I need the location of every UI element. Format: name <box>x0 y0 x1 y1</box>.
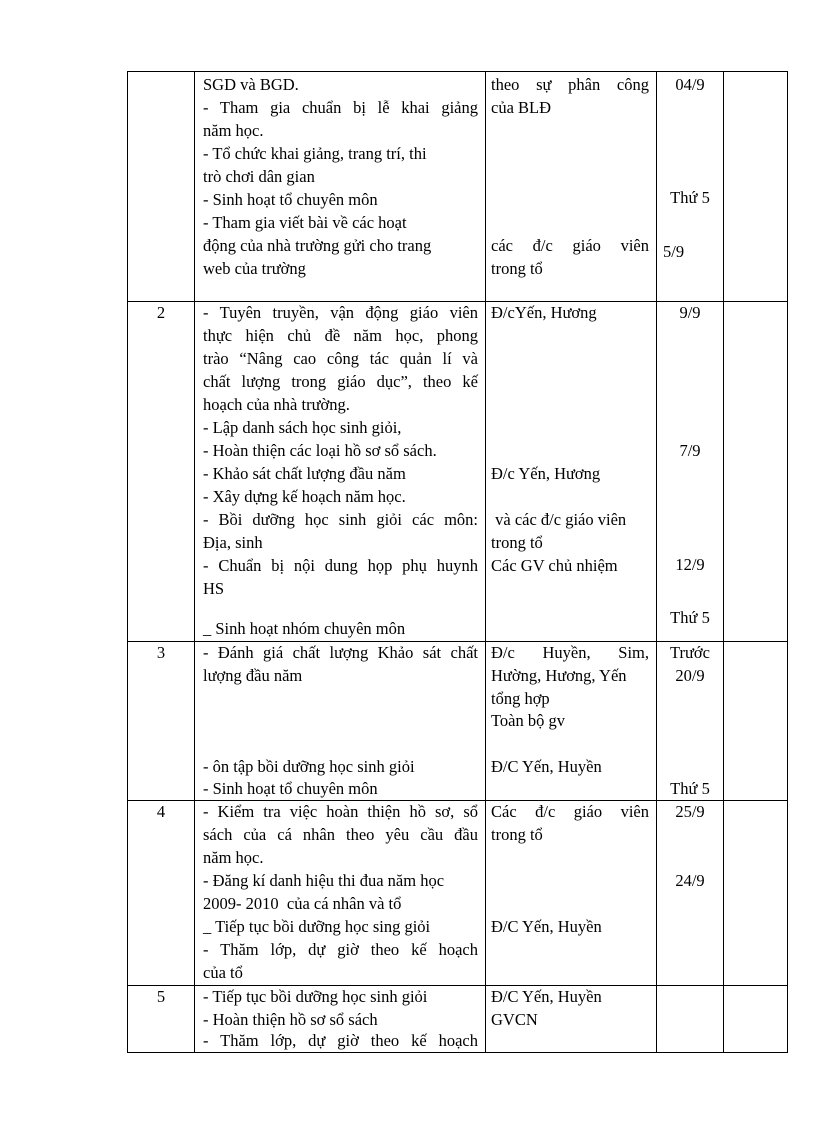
column-divider <box>723 72 724 1052</box>
person-line: GVCN <box>491 1010 538 1029</box>
person-line: trong tổ <box>491 533 543 552</box>
time-cell: 7/9 <box>679 441 701 460</box>
person-line: theo sự phân công <box>491 75 649 94</box>
content-line: - Đăng kí danh hiệu thi đua năm học <box>203 871 445 890</box>
content-line: - Bồi dưỡng học sinh giỏi các môn: <box>203 510 478 529</box>
content-line: web của trường <box>203 259 306 278</box>
person-line: và các đ/c giáo viên <box>491 510 627 529</box>
content-line: - Khảo sát chất lượng đầu năm <box>203 464 406 483</box>
time-cell: 24/9 <box>675 871 705 890</box>
content-line: - Kiểm tra việc hoàn thiện hồ sơ, sổ <box>203 802 478 821</box>
content-line: năm học. <box>203 848 264 867</box>
person-line: Toàn bộ gv <box>491 711 566 730</box>
person-line: các đ/c giáo viên <box>491 236 649 255</box>
time-cell: Thứ 5 <box>670 779 710 798</box>
content-line: - ôn tập bồi dưỡng học sinh giỏi <box>203 757 415 776</box>
schedule-table <box>127 71 788 1053</box>
time-cell: 12/9 <box>675 555 705 574</box>
time-cell: Trước <box>670 643 710 662</box>
content-line: - Sinh hoạt tổ chuyên môn <box>203 779 378 798</box>
person-line: trong tổ <box>491 825 543 844</box>
person-line: Hường, Hương, Yến <box>491 666 627 685</box>
person-line: Các GV chủ nhiệm <box>491 556 618 575</box>
time-cell: 20/9 <box>675 666 705 685</box>
content-line: - Hoàn thiện hồ sơ sổ sách <box>203 1010 378 1029</box>
person-line: tổng hợp <box>491 689 550 708</box>
content-line: Địa, sinh <box>203 533 263 552</box>
content-line: _ Sinh hoạt nhóm chuyên môn <box>203 619 406 638</box>
time-cell: Thứ 5 <box>670 608 710 627</box>
column-divider <box>194 72 195 1052</box>
person-line: Đ/C Yến, Huyền <box>491 757 602 776</box>
time-cell: 04/9 <box>675 75 705 94</box>
content-line: - Chuẩn bị nội dung họp phụ huynh <box>203 556 478 575</box>
content-line: - Tham gia chuẩn bị lễ khai giảng <box>203 98 478 117</box>
person-line: Các đ/c giáo viên <box>491 802 649 821</box>
content-line: hoạch của nhà trường. <box>203 395 350 414</box>
content-line: - Tổ chức khai giảng, trang trí, thi <box>203 144 427 163</box>
content-line: trò chơi dân gian <box>203 167 315 186</box>
content-line: chất lượng trong giáo dục”, theo kế <box>203 372 478 391</box>
person-line: Đ/c Yến, Hương <box>491 464 601 483</box>
content-line: - Lập danh sách học sinh giỏi, <box>203 418 402 437</box>
content-line: trào “Nâng cao công tác quản lí và <box>203 349 478 368</box>
content-line: - Đánh giá chất lượng Khảo sát chất <box>203 643 478 662</box>
content-line: của tổ <box>203 963 243 982</box>
content-line: - Tiếp tục bồi dưỡng học sinh giỏi <box>203 987 428 1006</box>
content-line: 2009- 2010 của cá nhân và tổ <box>203 894 402 913</box>
content-line: - Hoàn thiện các loại hồ sơ sổ sách. <box>203 441 437 460</box>
person-line: Đ/c Huyền, Sim, <box>491 643 649 662</box>
week-number: 3 <box>156 643 166 662</box>
column-divider <box>485 72 486 1052</box>
time-cell: 25/9 <box>675 802 705 821</box>
person-line: trong tổ <box>491 259 543 278</box>
content-line: HS <box>203 579 225 598</box>
content-line: sách của cá nhân theo yêu cầu đầu <box>203 825 478 844</box>
time-cell: 9/9 <box>679 303 701 322</box>
content-line: thực hiện chủ đề năm học, phong <box>203 326 478 345</box>
content-line: SGD và BGD. <box>203 75 299 94</box>
person-line: của BLĐ <box>491 98 552 117</box>
content-line: - Thăm lớp, dự giờ theo kế hoạch <box>203 1031 478 1050</box>
content-line: - Sinh hoạt tổ chuyên môn <box>203 190 378 209</box>
content-line: - Thăm lớp, dự giờ theo kế hoạch <box>203 940 478 959</box>
person-line: Đ/cYến, Hương <box>491 303 597 322</box>
week-number: 4 <box>156 802 166 821</box>
content-line: _ Tiếp tục bồi dưỡng học sing giỏi <box>203 917 431 936</box>
content-line: - Tham gia viết bài về các hoạt <box>203 213 407 232</box>
content-line: lượng đầu năm <box>203 666 303 685</box>
week-number: 5 <box>156 987 166 1006</box>
person-line: Đ/C Yến, Huyền <box>491 987 602 1006</box>
content-line: - Xây dựng kế hoạch năm học. <box>203 487 406 506</box>
time-cell: Thứ 5 <box>670 188 710 207</box>
time-cell: 5/9 <box>663 242 685 261</box>
person-line: Đ/C Yến, Huyền <box>491 917 602 936</box>
content-line: động của nhà trường gửi cho trang <box>203 236 432 255</box>
week-number: 2 <box>156 303 166 322</box>
content-line: năm học. <box>203 121 264 140</box>
content-line: - Tuyên truyền, vận động giáo viên <box>203 303 478 322</box>
